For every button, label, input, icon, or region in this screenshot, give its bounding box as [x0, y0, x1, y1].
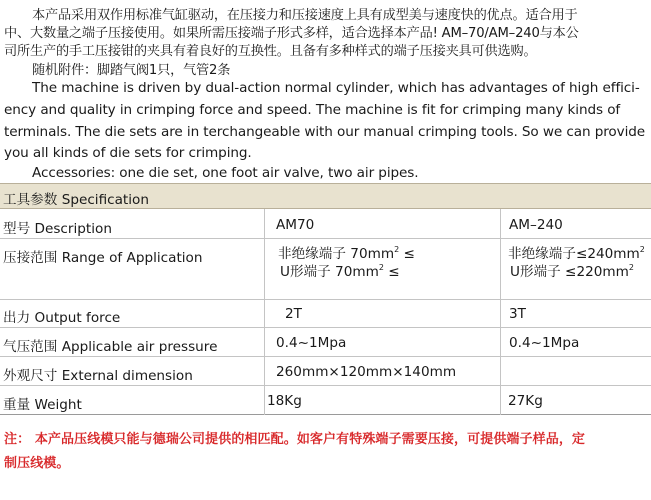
intro-en-line-1: The machine is driven by dual-action normal cylinder, which has advantages of high effici-: [32, 80, 640, 96]
spec-am240-range-line-2-text: U形端子 ≤220mm: [510, 264, 629, 280]
spec-label-range: 压接范围 Range of Application: [3, 250, 203, 266]
note-line-1: 注： 本产品压线模只能与德瑞公司提供的相匹配。如客户有特殊端子需要压接，可提供端子样品，定: [4, 432, 586, 447]
spec-label-description: 型号 Description: [3, 221, 112, 237]
spec-am70-output-force: 2T: [285, 306, 302, 322]
intro-cn-line-2: 中、大数量之端子压接使用。如果所需压接端子形式多样，适合选择本产品! AM–70/AM–240与本公: [4, 26, 579, 41]
intro-en-line-3: terminals. The die sets are in terchangeable with our manual crimping tools. So we can provide: [4, 124, 646, 140]
spec-label-weight: 重量 Weight: [3, 397, 82, 413]
column-divider-1: [264, 209, 265, 415]
spec-am240-air-pressure: 0.4~1Mpa: [509, 335, 580, 351]
intro-en-accessories: Accessories: one die set, one foot air valve, two air pipes.: [32, 165, 419, 181]
note-line-2: 制压线模。: [4, 456, 70, 471]
spec-am70-range-line-2-text: U形端子 70mm: [280, 264, 379, 280]
spec-row-weight: [0, 386, 651, 415]
spec-header: [0, 183, 651, 209]
spec-am70-dimension: 260mm×120mm×140mm: [276, 364, 457, 380]
spec-am240-weight: 27Kg: [508, 393, 543, 409]
spec-am70-air-pressure: 0.4~1Mpa: [276, 335, 347, 351]
spec-am70-range-line-2: [280, 260, 400, 280]
spec-row-air-pressure: [0, 328, 651, 357]
spec-am240-description: AM–240: [509, 217, 563, 233]
intro-cn-accessories: 随机附件：脚踏气阀1只，气管2条: [32, 63, 231, 78]
spec-am70-range-line-2-sup: 2: [378, 263, 384, 272]
spec-header-title: 工具参数 Specification: [3, 192, 149, 208]
spec-am70-range-line-1-suffix: ≤: [399, 246, 415, 262]
spec-am240-range-line-1-sup: 2: [639, 245, 645, 254]
spec-am240-output-force: 3T: [509, 306, 526, 322]
intro-en-line-4: you all kinds of die sets for crimping.: [4, 145, 252, 161]
spec-am240-range-line-1-text: 非绝缘端子≤240mm: [508, 246, 640, 262]
column-divider-2: [500, 209, 501, 415]
spec-label-dimension: 外观尺寸 External dimension: [3, 368, 193, 384]
spec-row-output-force: [0, 300, 651, 328]
intro-cn-line-1: 本产品采用双作用标准气缸驱动，在压接力和压接速度上具有成型美与速度快的优点。适合用于: [32, 8, 578, 23]
spec-row-dimension: [0, 357, 651, 386]
spec-row-description: [0, 209, 651, 239]
spec-am240-range-line-2-sup: 2: [628, 263, 634, 272]
intro-en-line-2: ency and quality in crimping force and speed. The machine is fit for crimping many kinds of: [4, 102, 621, 118]
spec-am240-range-line-2: [510, 260, 634, 280]
spec-am70-range-line-1-sup: 2: [394, 245, 400, 254]
spec-am70-weight: 18Kg: [267, 393, 302, 409]
intro-cn-line-3: 司所生产的手工压接钳的夹具有着良好的互换性。且备有多种样式的端子压接夹具可供选购。: [4, 44, 537, 59]
spec-am70-range-line-1-text: 非绝缘端子 70mm: [278, 246, 395, 262]
spec-am70-description: AM70: [276, 217, 315, 233]
spec-label-output-force: 出力 Output force: [3, 310, 121, 326]
spec-am70-range-line-1: [278, 242, 415, 262]
spec-am240-range-line-1: [508, 242, 645, 262]
spec-am70-range-line-2-suffix: ≤: [383, 264, 400, 280]
spec-row-range: [0, 239, 651, 300]
spec-label-air-pressure: 气压范围 Applicable air pressure: [3, 339, 218, 355]
